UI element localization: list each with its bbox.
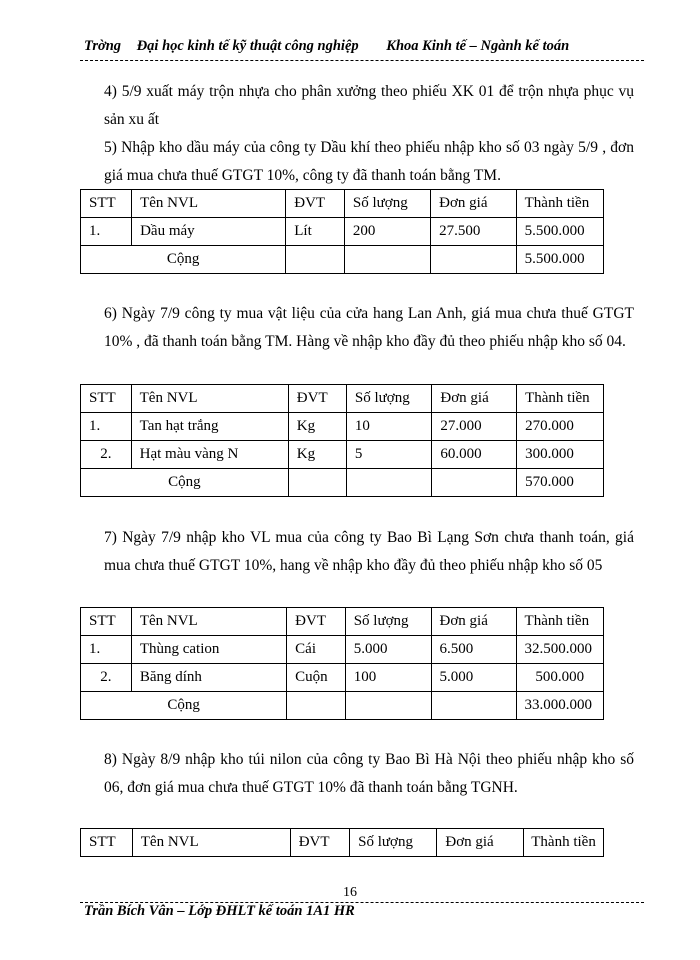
table-row (81, 664, 604, 692)
col-stt: STT (81, 829, 133, 857)
cell-don-gia: 6.500 (431, 636, 516, 664)
table-header-row (81, 190, 604, 218)
total-label: Cộng (81, 246, 286, 274)
col-don-gia: Đơn giá (437, 829, 524, 857)
header-rule (80, 60, 644, 61)
col-don-gia: Đơn giá (432, 385, 517, 413)
cell-don-gia: 60.000 (432, 441, 517, 469)
col-thanh-tien: Thành tiền (516, 608, 603, 636)
header-school-prefix: Trờng (84, 38, 122, 54)
item-8 (104, 746, 634, 802)
col-dvt: ĐVT (288, 385, 346, 413)
table-dau-may (80, 189, 604, 274)
cell-stt: 1. (81, 413, 132, 441)
cell-ten-nvl: Băng dính (131, 664, 286, 692)
cell-don-gia: 27.000 (432, 413, 517, 441)
cell-stt: 1. (81, 218, 132, 246)
col-stt: STT (81, 190, 132, 218)
page-number: 16 (343, 885, 357, 900)
item-4-text: 5/9 xuất máy trộn nhựa cho phân xưởng theo phiếu XK 01 để trộn nhựa phục vụ sản xu ất (104, 83, 635, 128)
table-header-row (81, 608, 604, 636)
col-so-luong: Số lượng (350, 829, 437, 857)
col-ten-nvl: Tên NVL (131, 385, 288, 413)
cell-so-luong: 5.000 (345, 636, 431, 664)
cell-thanh-tien: 500.000 (516, 664, 603, 692)
cell-so-luong: 100 (345, 664, 431, 692)
cell-don-gia: 5.000 (431, 664, 516, 692)
cell-so-luong: 200 (344, 218, 430, 246)
table-total-row (81, 692, 604, 720)
col-dvt: ĐVT (287, 608, 346, 636)
item-4 (104, 78, 634, 134)
col-ten-nvl: Tên NVL (132, 829, 290, 857)
cell-don-gia: 27.500 (431, 218, 517, 246)
item-5-text: Nhập kho dầu máy của công ty Dầu khí theo phiếu nhập kho số 03 ngày 5/9 , đơn giá mua chưa thuế GTGT 10%, công ty đã thanh toán bằng TM. (104, 139, 634, 184)
cell-ten-nvl: Thùng cation (131, 636, 286, 664)
col-thanh-tien: Thành tiền (516, 190, 603, 218)
cell-dvt: Kg (288, 413, 346, 441)
total-value: 570.000 (517, 469, 604, 497)
cell-dvt: Cái (287, 636, 346, 664)
table-row (81, 218, 604, 246)
cell-stt: 2. (81, 441, 132, 469)
col-dvt: ĐVT (290, 829, 349, 857)
col-don-gia: Đơn giá (431, 608, 516, 636)
cell-thanh-tien: 300.000 (517, 441, 604, 469)
total-value: 5.500.000 (516, 246, 603, 274)
col-ten-nvl: Tên NVL (132, 190, 286, 218)
item-4-number: 4) (104, 83, 117, 100)
item-5-number: 5) (104, 139, 117, 156)
table-row (81, 441, 604, 469)
col-so-luong: Số lượng (345, 608, 431, 636)
col-thanh-tien: Thành tiền (524, 829, 604, 857)
page-header (84, 38, 642, 55)
item-5 (104, 134, 634, 190)
table-total-row (81, 469, 604, 497)
total-value: 33.000.000 (516, 692, 603, 720)
item-7 (104, 524, 634, 580)
page-footer: Trần Bích Vân – Lớp ĐHLT kế toán 1A1 HR (84, 903, 355, 919)
col-ten-nvl: Tên NVL (131, 608, 286, 636)
cell-stt: 2. (81, 664, 132, 692)
col-so-luong: Số lượng (344, 190, 430, 218)
table-row (81, 636, 604, 664)
cell-so-luong: 10 (346, 413, 432, 441)
item-6-number: 6) (104, 305, 117, 322)
item-7-text: Ngày 7/9 nhập kho VL mua của công ty Bao Bì Lạng Sơn chưa thanh toán, giá mua chưa thuế GTGT 10%, hang về nhập kho đầy đủ theo phiếu nhập kho số 05 (104, 529, 634, 574)
total-label: Cộng (81, 692, 287, 720)
item-8-text: Ngày 8/9 nhập kho túi nilon của công ty Bao Bì Hà Nội theo phiếu nhập kho số 06, đơn giá mua chưa thuế GTGT 10% đã thanh toán bằng TGNH. (104, 751, 635, 796)
cell-thanh-tien: 32.500.000 (516, 636, 603, 664)
item-7-number: 7) (104, 529, 117, 546)
cell-thanh-tien: 5.500.000 (516, 218, 603, 246)
table-row (81, 413, 604, 441)
item-6-text: Ngày 7/9 công ty mua vật liệu của cửa hang Lan Anh, giá mua chưa thuế GTGT 10% , đã thanh toán bằng TM. Hàng về nhập kho đầy đủ theo phiếu nhập kho số 04. (104, 305, 634, 350)
table-bao-bi-lang-son (80, 607, 604, 720)
item-8-number: 8) (104, 751, 117, 768)
cell-dvt: Lít (286, 218, 345, 246)
header-university: Đại học kinh tế kỹ thuật công nghiệp (136, 38, 359, 54)
item-6 (104, 300, 634, 356)
table-total-row (81, 246, 604, 274)
cell-stt: 1. (81, 636, 132, 664)
col-dvt: ĐVT (286, 190, 345, 218)
col-so-luong: Số lượng (346, 385, 432, 413)
cell-dvt: Cuộn (287, 664, 346, 692)
table-header-row (81, 829, 604, 857)
header-department: Khoa Kinh tế – Ngành kế toán (386, 38, 570, 54)
total-label: Cộng (81, 469, 289, 497)
cell-dvt: Kg (288, 441, 346, 469)
col-thanh-tien: Thành tiền (517, 385, 604, 413)
col-stt: STT (81, 385, 132, 413)
cell-thanh-tien: 270.000 (517, 413, 604, 441)
table-bao-bi-ha-noi (80, 828, 604, 857)
cell-ten-nvl: Hạt màu vàng N (131, 441, 288, 469)
cell-ten-nvl: Dầu máy (132, 218, 286, 246)
cell-so-luong: 5 (346, 441, 432, 469)
cell-ten-nvl: Tan hạt trắng (131, 413, 288, 441)
col-don-gia: Đơn giá (431, 190, 517, 218)
table-lan-anh (80, 384, 604, 497)
table-header-row (81, 385, 604, 413)
col-stt: STT (81, 608, 132, 636)
